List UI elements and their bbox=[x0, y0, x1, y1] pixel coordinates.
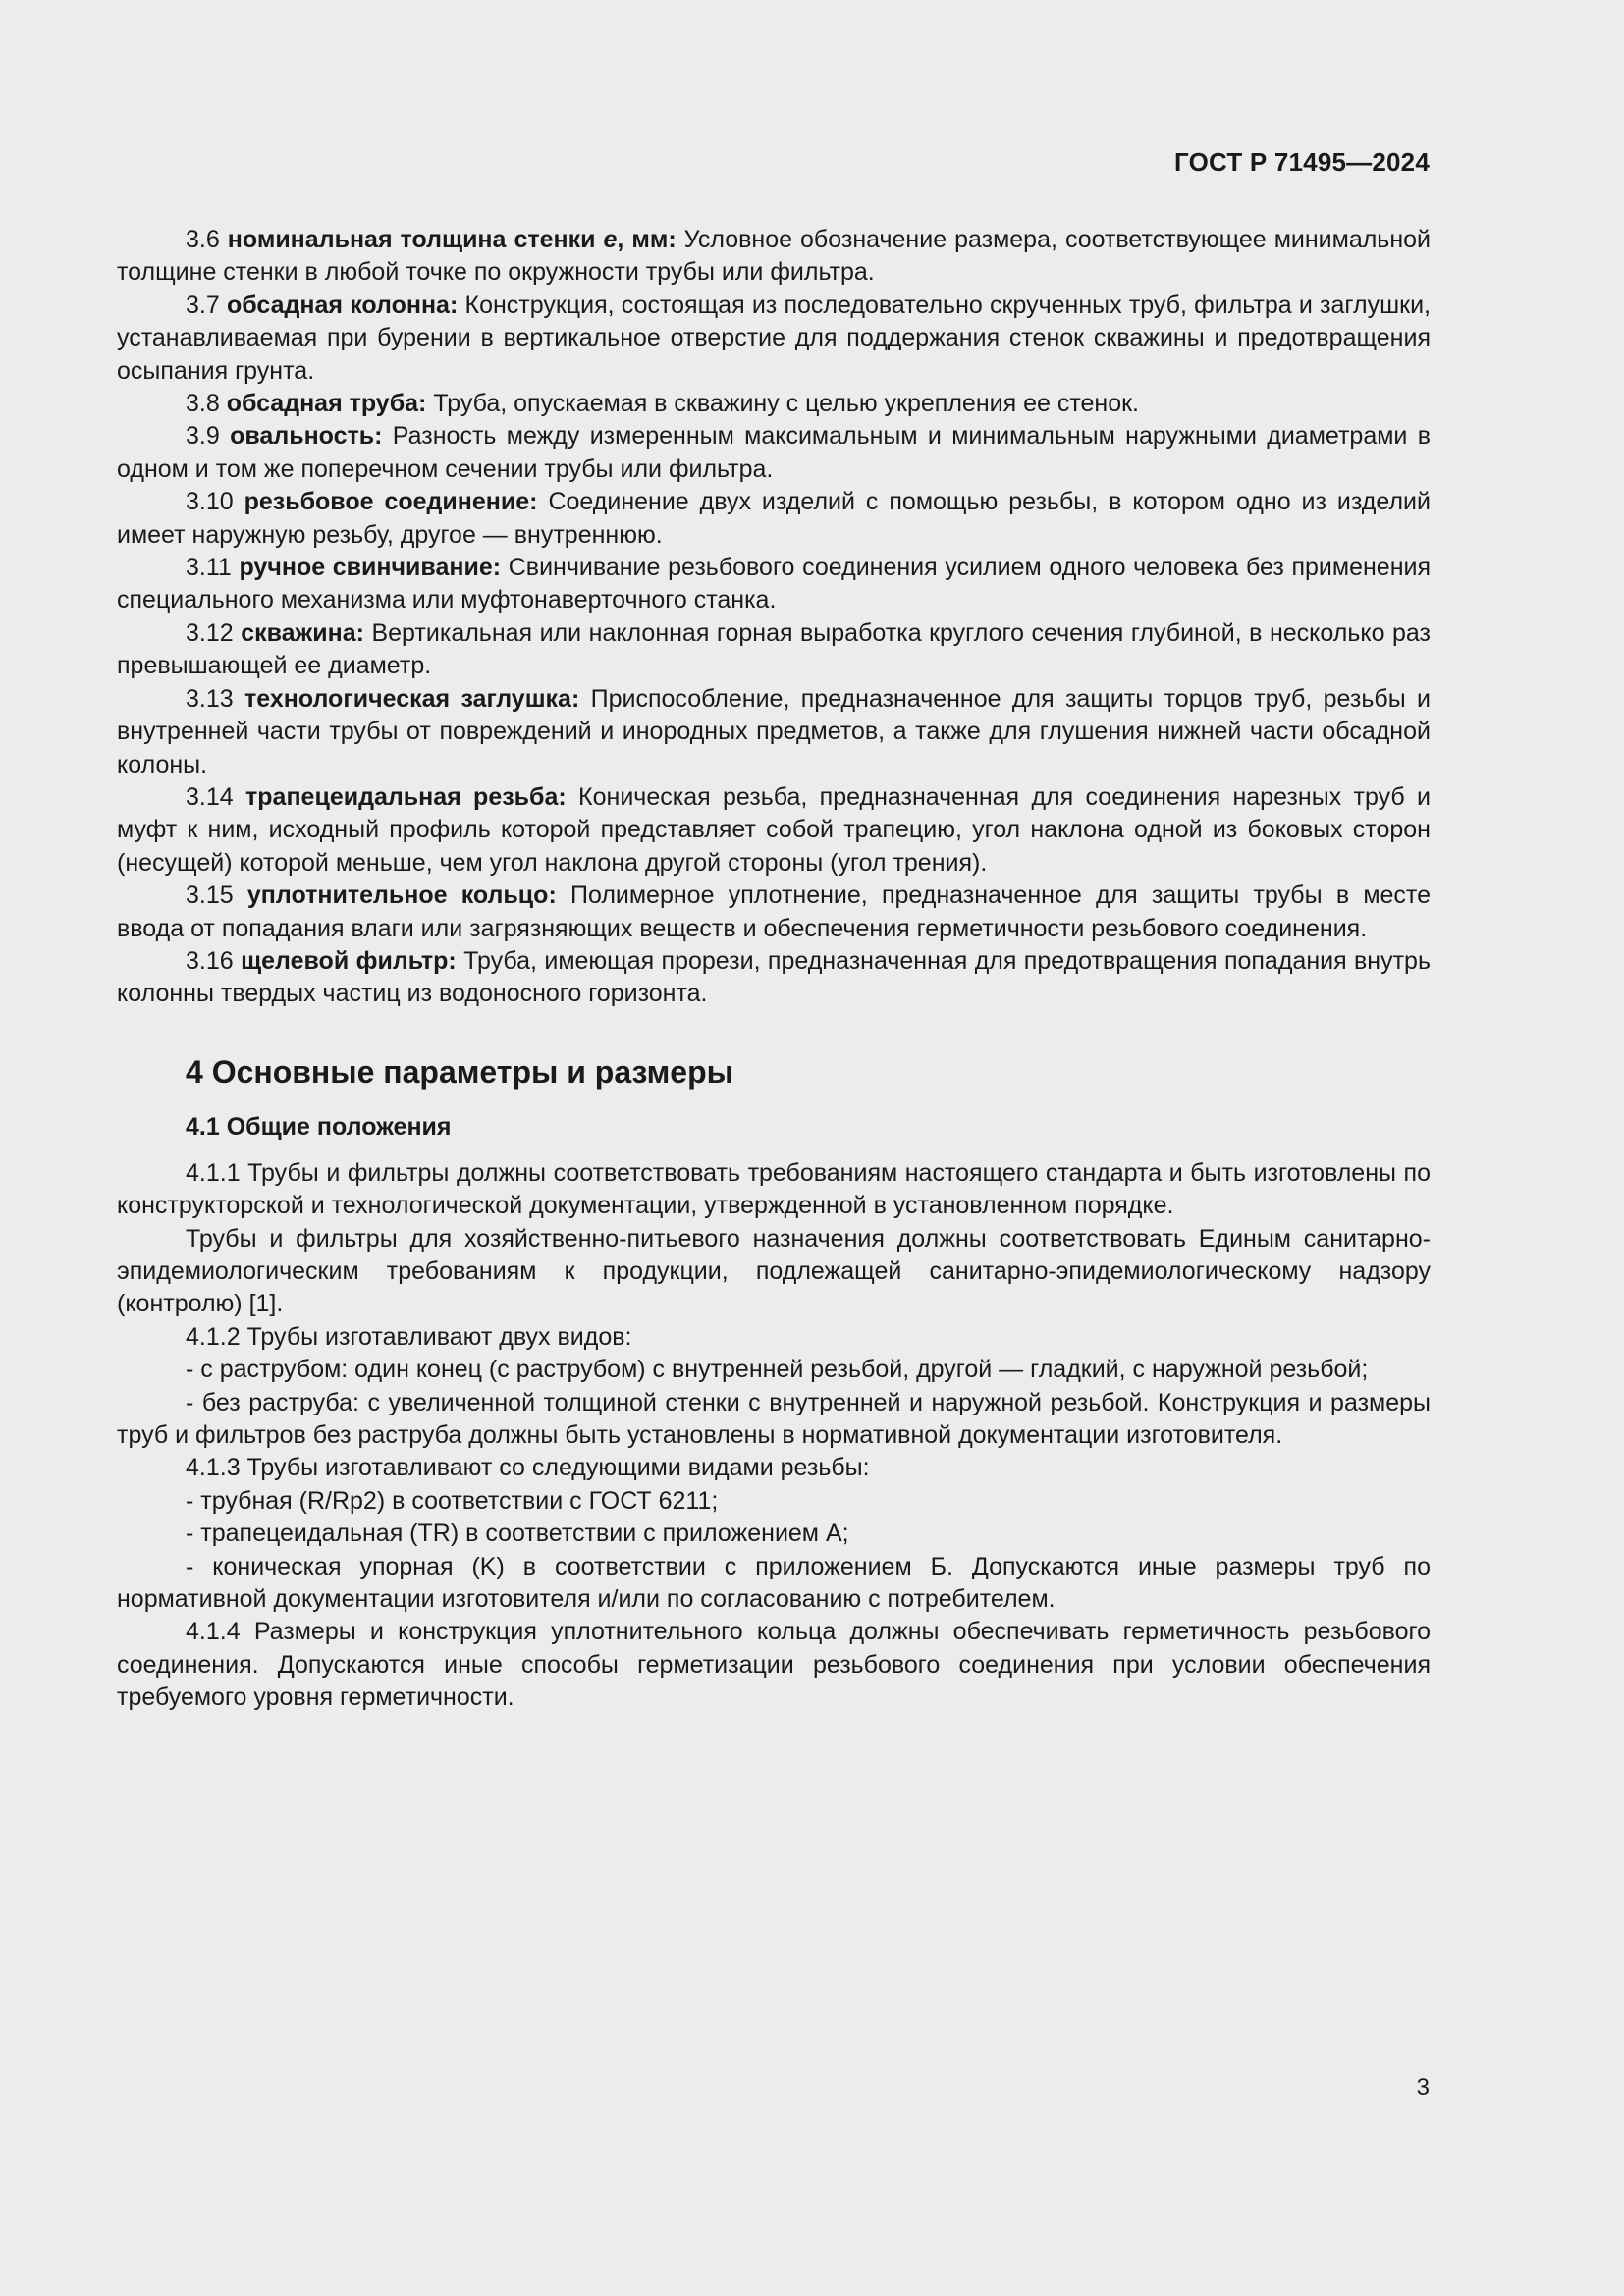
term-3-14 bbox=[117, 781, 1431, 880]
term-definition: Разность между измеренным максимальным и минимальным наружными диаметрами в одном и том же поперечном сечении трубы или фильтра. bbox=[117, 422, 1431, 483]
list-item: - с раструбом: один конец (с раструбом) с внутренней резьбой, другой — гладкий, с наружной резьбой; bbox=[186, 1356, 1369, 1384]
term-3-15 bbox=[117, 880, 1431, 945]
term-3-6 bbox=[117, 224, 1431, 290]
term-title: обсадная труба: bbox=[226, 390, 427, 418]
section-heading: 4 Основные параметры и размеры bbox=[186, 1053, 733, 1090]
term-definition: Вертикальная или наклонная горная выработка круглого сечения глубиной, в несколько раз превышающей ее диаметр. bbox=[117, 618, 1431, 680]
term-3-16 bbox=[117, 945, 1431, 1011]
page-number: 3 bbox=[1416, 2074, 1430, 2101]
term-definition: Приспособление, предназначенное для защиты торцов труб, резьбы и внутренней части трубы от повреждений и инородных предметов, а также для глушения нижней части обсадной колоны. bbox=[117, 684, 1431, 778]
term-3-10 bbox=[117, 486, 1431, 552]
term-title: обсадная колонна: bbox=[227, 291, 459, 319]
paragraph-sanitary: Трубы и фильтры для хозяйственно-питьевого назначения должны соответствовать Единым санитарно-эпидемиологическим требованиям к продукции, подлежащей санитарно-эпидемиологическому надзору (контролю) [1]. bbox=[117, 1224, 1431, 1318]
term-title: овальность: bbox=[230, 422, 383, 451]
term-number: 3.12 bbox=[186, 618, 234, 647]
term-number: 3.11 bbox=[186, 554, 232, 582]
term-3-12 bbox=[117, 617, 1431, 683]
list-item: - трапецеидальная (TR) в соответствии с приложением А; bbox=[186, 1520, 849, 1548]
term-title: щелевой фильтр: bbox=[241, 946, 457, 975]
paragraph-4-1-1: 4.1.1 Трубы и фильтры должны соответствовать требованиям настоящего стандарта и быть изготовлены по конструкторской и технологической документации, утвержденной в установленном порядке. bbox=[117, 1158, 1431, 1220]
list-item: - трубная (R/Rp2) в соответствии с ГОСТ 6211; bbox=[186, 1486, 719, 1515]
term-title: скважина: bbox=[241, 618, 364, 647]
term-3-9 bbox=[117, 420, 1431, 486]
term-title: уплотнительное кольцо: bbox=[246, 881, 557, 910]
term-title: ручное свинчивание: bbox=[239, 554, 502, 582]
term-definition: Коническая резьба, предназначенная для соединения нарезных труб и муфт к ним, исходный профиль которой представляет собой трапецию, угол наклона одной из боковых сторон (несущей) которой меньше, чем угол наклона другой стороны (угол трения). bbox=[117, 782, 1432, 877]
term-number: 3.16 bbox=[186, 946, 234, 975]
paragraph-4-1-2: 4.1.2 Трубы изготавливают двух видов: bbox=[186, 1322, 632, 1351]
term-number: 3.15 bbox=[186, 881, 234, 910]
term-number: 3.13 bbox=[186, 684, 234, 713]
term-3-8 bbox=[117, 388, 1431, 420]
term-definition: Условное обозначение размера, соответствующее минимальной толщине стенки в любой точке по окружности трубы или фильтра. bbox=[117, 226, 1432, 287]
term-definition: Свинчивание резьбового соединения усилием одного человека без применения специального механизма или муфтонаверточного станка. bbox=[117, 554, 1431, 614]
term-number: 3.10 bbox=[186, 488, 234, 516]
term-3-13 bbox=[117, 683, 1431, 781]
document-body bbox=[117, 224, 1431, 1715]
term-number: 3.9 bbox=[186, 422, 220, 451]
term-title: номинальная толщина стенки e, мм: bbox=[227, 226, 677, 253]
term-definition: Труба, опускаемая в скважину с целью укрепления ее стенок. bbox=[426, 390, 1140, 418]
list-item: - без раструба: с увеличенной толщиной стенки с внутренней и наружной резьбой. Конструкция и размеры труб и фильтров без раструба должны быть установлены в нормативной документации изготовителя. bbox=[117, 1388, 1431, 1449]
term-definition: Конструкция, состоящая из последовательно скрученных труб, фильтра и заглушки, устанавливаемая при бурении в вертикальное отверстие для поддержания стенок скважины и предотвращения осыпания грунта. bbox=[117, 291, 1431, 385]
term-definition: Труба, имеющая прорези, предназначенная для предотвращения попадания внутрь колонны твердых частиц из водоносного горизонта. bbox=[117, 946, 1431, 1008]
paragraph-4-1-4: 4.1.4 Размеры и конструкция уплотнительного кольца должны обеспечивать герметичность резьбового соединения. Допускаются иные способы герметизации резьбового соединения при условии обеспечения требуемого уровня герметичности. bbox=[117, 1618, 1431, 1712]
term-number: 3.6 bbox=[186, 226, 220, 253]
term-3-7 bbox=[117, 290, 1431, 388]
term-title: резьбовое соединение: bbox=[244, 488, 538, 516]
subsection-heading: 4.1 Общие положения bbox=[186, 1112, 452, 1141]
term-number: 3.14 bbox=[186, 782, 234, 811]
document-header-id: ГОСТ Р 71495—2024 bbox=[1174, 147, 1430, 177]
term-title: технологическая заглушка: bbox=[244, 684, 580, 713]
term-definition: Соединение двух изделий с помощью резьбы, в котором одно из изделий имеет наружную резьбу, другое — внутреннюю. bbox=[117, 488, 1431, 549]
paragraph-4-1-3: 4.1.3 Трубы изготавливают со следующими видами резьбы: bbox=[186, 1454, 870, 1482]
term-definition: Полимерное уплотнение, предназначенное для защиты трубы в месте ввода от попадания влаги или загрязняющих веществ и обеспечения герметичности резьбового соединения. bbox=[117, 881, 1431, 942]
list-item: - коническая упорная (K) в соответствии с приложением Б. Допускаются иные размеры труб по нормативной документации изготовителя и/или по согласованию с потребителем. bbox=[117, 1552, 1431, 1614]
term-number: 3.7 bbox=[186, 291, 220, 319]
term-3-11 bbox=[117, 552, 1431, 617]
term-number: 3.8 bbox=[186, 390, 220, 418]
term-title: трапецеидальная резьба: bbox=[245, 782, 567, 811]
